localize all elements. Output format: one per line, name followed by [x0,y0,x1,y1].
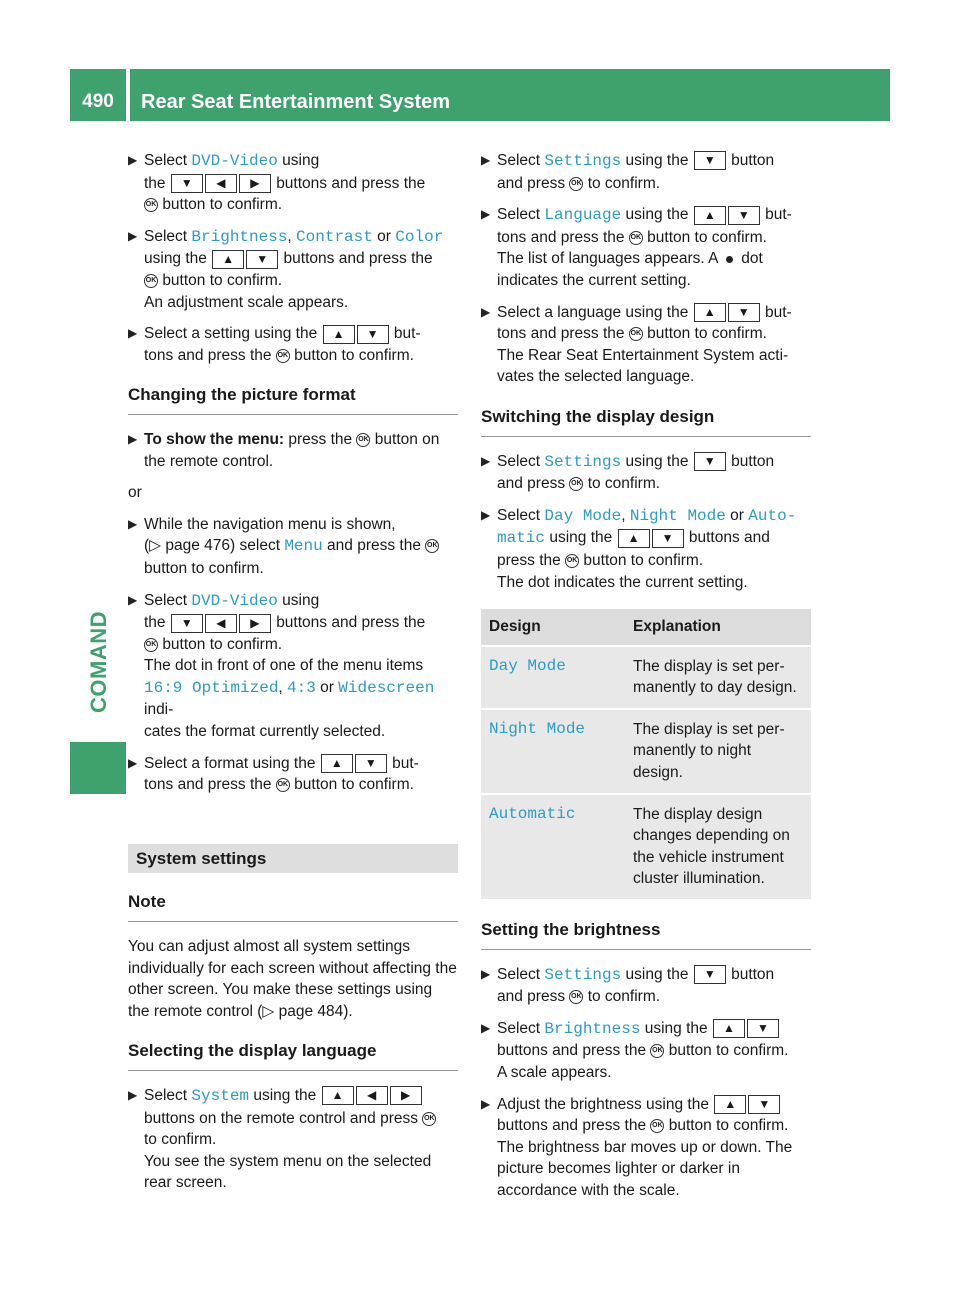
or-separator: or [128,484,142,502]
page-title: Rear Seat Entertainment System [130,69,890,121]
section-heading: Switching the display design [481,406,811,437]
note-text: You can adjust almost all system settings individually for each screen without affecting the other screen. You make these settings using the remote control (▷ page 484). [128,938,457,1020]
ok-button-icon: OK [144,638,158,652]
ok-button-icon: OK [356,433,370,447]
up-key-icon: ▲ [694,206,726,225]
up-key-icon: ▲ [322,1086,354,1105]
instruction-step: ▶ Select Language using the ▲ ▼ but- tons and press the OK button to confirm. The list of languages appears. A dot indicates the current setting. [481,206,792,289]
right-key-icon: ▶ [390,1086,422,1105]
up-key-icon: ▲ [321,754,353,773]
down-key-icon: ▼ [171,174,203,193]
ok-button-icon: OK [422,1112,436,1126]
page-number: 490 [70,69,126,121]
down-key-icon: ▼ [652,529,684,548]
step-arrow-icon: ▶ [128,153,138,167]
instruction-step: ▶ Select System using the ▲ ◀ ▶ buttons on the remote control and press OK to confirm. You see the system menu on the selected rear screen. [128,1087,435,1192]
section-heading: Changing the picture format [128,384,458,415]
step-arrow-icon: ▶ [481,1020,491,1035]
table-cell: The display is set per-manently to day design. [625,647,811,708]
table-header: Design [481,609,625,645]
down-key-icon: ▼ [748,1095,780,1114]
up-key-icon: ▲ [212,250,244,269]
instruction-step: ▶ Select a language using the ▲ ▼ but- tons and press the OK button to confirm. The Rear Seat Entertainment System acti-vates the selected language. [481,303,792,386]
down-key-icon: ▼ [171,614,203,633]
ok-button-icon: OK [650,1044,664,1058]
step-arrow-icon: ▶ [128,755,138,770]
ok-button-icon: OK [144,198,158,212]
instruction-step: ▶ Select Day Mode, Night Mode or Auto‐matic using the ▲ ▼ buttons and press the OK button to confirm. The dot indicates the current setting. [481,506,797,591]
section-side-label: COMAND [86,611,111,713]
step-arrow-icon: ▶ [481,507,491,522]
table-cell: The display design changes depending on the vehicle instrument cluster illumination. [625,795,811,899]
step-arrow-icon: ▶ [481,153,491,167]
step-arrow-icon: ▶ [128,431,138,446]
instruction-step: ▶ While the navigation menu is shown, (▷ page 476) select Menu and press the OK button to confirm. [128,515,438,577]
step-arrow-icon: ▶ [128,592,138,607]
down-key-icon: ▼ [747,1019,779,1038]
ok-button-icon: OK [565,554,579,568]
table-cell: Day Mode [481,647,625,708]
design-table [481,607,811,901]
instruction-step: ▶ Select DVD-Video using the ▼ ◀ ▶ buttons and press the OK button to confirm. The dot in front of one of the menu items 16:9 Optimized, 4:3 or Widescreen indi- cates the format currently selected. [128,591,435,741]
ok-button-icon: OK [425,539,439,553]
down-key-icon: ▼ [694,965,726,984]
ok-button-icon: OK [569,990,583,1004]
instruction-step: ▶ Select Brightness, Contrast or Color using the ▲ ▼ buttons and press the OK button to confirm. An adjustment scale appears. [128,227,444,311]
instruction-step: ▶ Select Brightness using the ▲ ▼ buttons and press the OK button to confirm. A scale appears. [481,1019,789,1081]
ok-button-icon: OK [276,778,290,792]
table-row [481,795,811,899]
section-heading: Selecting the display language [128,1040,458,1071]
instruction-step: ▶ Select DVD-Video using the ▼ ◀ ▶ buttons and press the OK button to confirm. [128,152,426,214]
left-column [128,150,458,1204]
step-arrow-icon: ▶ [128,228,138,243]
instruction-step: ▶ To show the menu: press the OK button on the remote control. [128,430,440,470]
step-arrow-icon: ▶ [128,516,138,531]
down-key-icon: ▼ [694,452,726,471]
instruction-step: ▶ Select a setting using the ▲ ▼ but- tons and press the OK button to confirm. [128,325,421,364]
down-key-icon: ▼ [728,303,760,322]
section-heading: Setting the brightness [481,919,811,950]
step-arrow-icon: ▶ [128,326,138,341]
step-arrow-icon: ▶ [481,207,491,222]
table-row [481,710,811,793]
instruction-step: ▶ Select Settings using the ▼ button and press OK to confirm. [481,965,775,1006]
right-key-icon: ▶ [239,614,271,633]
down-key-icon: ▼ [728,206,760,225]
ok-button-icon: OK [629,231,643,245]
ok-button-icon: OK [569,177,583,191]
left-key-icon: ◀ [356,1086,388,1105]
instruction-step: ▶ Select Settings using the ▼ button and press OK to confirm. [481,452,775,493]
step-arrow-icon: ▶ [481,966,491,981]
left-key-icon: ◀ [205,614,237,633]
up-key-icon: ▲ [694,303,726,322]
instruction-step: ▶ Select Settings using the ▼ button and press OK to confirm. [481,152,775,192]
right-key-icon: ▶ [239,174,271,193]
step-arrow-icon: ▶ [481,453,491,468]
table-cell: Automatic [481,795,625,899]
down-key-icon: ▼ [357,325,389,344]
ok-button-icon: OK [144,274,158,288]
up-key-icon: ▲ [618,529,650,548]
ok-button-icon: OK [276,349,290,363]
table-row [481,647,811,708]
up-key-icon: ▲ [714,1095,746,1114]
table-cell: Night Mode [481,710,625,793]
ok-button-icon: OK [629,327,643,341]
up-key-icon: ▲ [713,1019,745,1038]
down-key-icon: ▼ [246,250,278,269]
step-arrow-icon: ▶ [481,304,491,319]
section-heading: Note [128,891,458,922]
step-arrow-icon: ▶ [481,1096,491,1111]
up-key-icon: ▲ [323,325,355,344]
table-cell: The display is set per-manently to night design. [625,710,811,793]
instruction-step: ▶ Select a format using the ▲ ▼ but- tons and press the OK button to confirm. [128,754,419,794]
left-key-icon: ◀ [205,174,237,193]
step-arrow-icon: ▶ [128,1088,138,1102]
right-column [481,150,811,1212]
instruction-step: ▶ Adjust the brightness using the ▲ ▼ buttons and press the OK button to confirm. The brightness bar moves up or down. The picture becomes lighter or darker in accordance with the scale. [481,1095,793,1199]
ok-button-icon: OK [650,1119,664,1133]
selection-dot-icon [726,256,733,263]
table-header-row [481,609,811,645]
page-header [70,69,890,121]
down-key-icon: ▼ [694,151,726,170]
ok-button-icon: OK [569,477,583,491]
table-header: Explanation [625,609,811,645]
down-key-icon: ▼ [355,754,387,773]
section-band: System settings [128,844,458,874]
section-tab-marker [70,742,126,794]
